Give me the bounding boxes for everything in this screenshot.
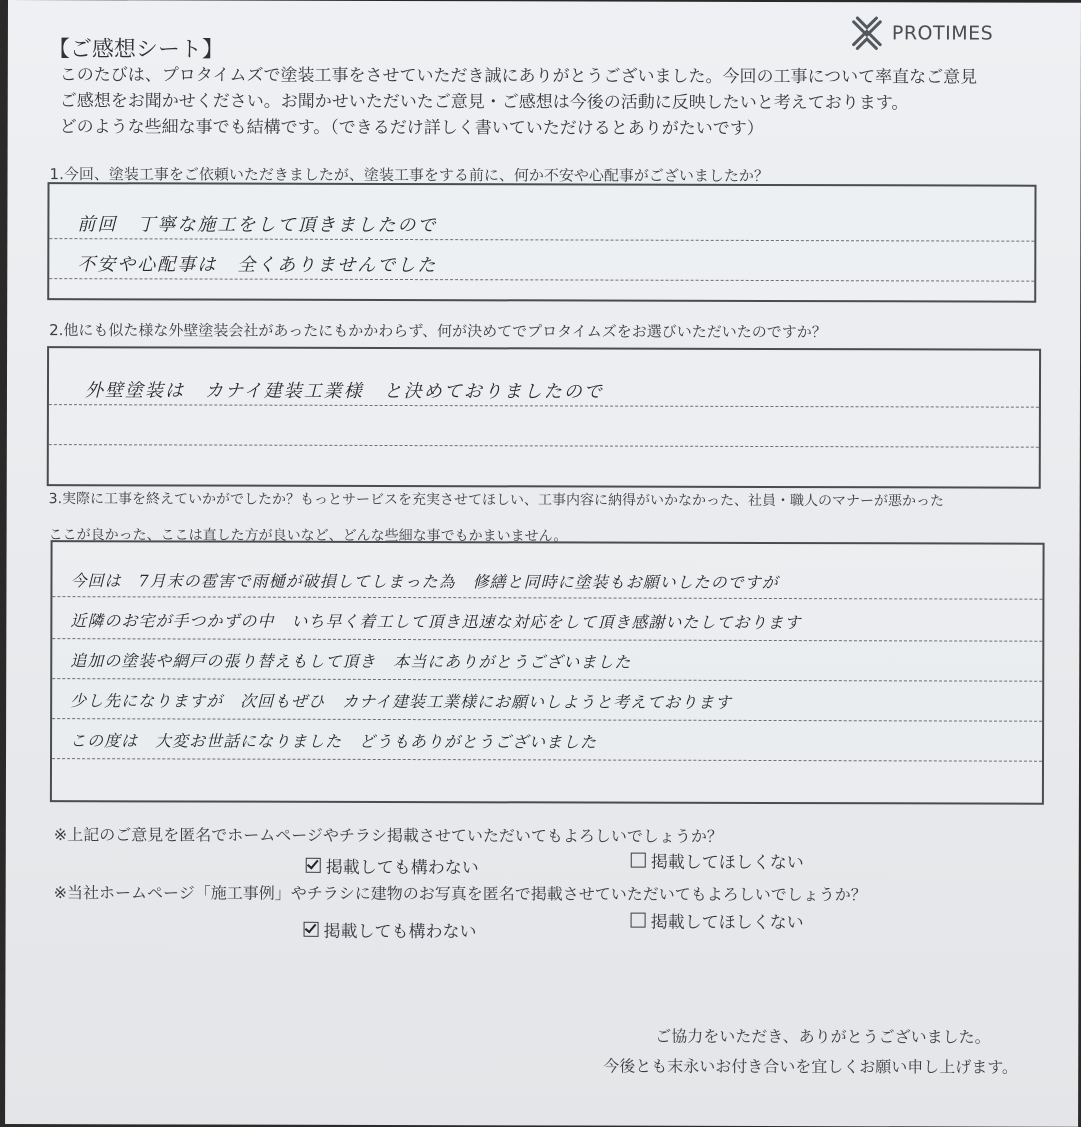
- consent-1-yes-label: 掲載しても構わない: [325, 857, 479, 879]
- consent-2-yes-label: 掲載しても構わない: [323, 921, 477, 943]
- checkbox-icon[interactable]: [631, 853, 646, 868]
- sheet-title: 【ご感想シート】: [47, 37, 224, 63]
- checkbox-icon[interactable]: [631, 913, 646, 928]
- consent-1-no-label: 掲載してほしくない: [650, 852, 804, 874]
- answer-3-line-4: 少し先になりますが 次回もぜひ カナイ建装工業様にお願いしようと考えております: [70, 691, 733, 712]
- answer-3-line-5: この度は 大変お世話になりました どうもありがとうございました: [70, 731, 598, 752]
- checkbox-icon[interactable]: [304, 922, 319, 937]
- answer-rule: [52, 638, 1042, 642]
- answer-1-line-1: 前回 丁寧な施工をして頂きましたので: [77, 214, 438, 237]
- checkbox-icon[interactable]: [306, 858, 321, 873]
- answer-rule: [52, 596, 1042, 600]
- answer-rule: [52, 758, 1042, 762]
- question-3-line-2: ここが良かった、ここは直した方が良いなど、どんな些細な事でもかまいません。: [48, 527, 568, 545]
- answer-box-3[interactable]: [50, 540, 1045, 805]
- closing-line-1: ご協力をいただき、ありがとうございました。: [655, 1026, 991, 1047]
- consent-2-question: ※当社ホームページ「施工事例」やチラシに建物のお写真を匿名で掲載させていただいてもよろしいでしょうか？: [53, 883, 867, 905]
- intro-line: どのような些細な事でも結構です。（できるだけ詳しく書いていただけるとありがたいです）: [59, 117, 764, 139]
- consent-2-yes[interactable]: [304, 917, 477, 942]
- answer-3-line-1: 今回は 7月末の雹害で雨樋が破損してしまった為 修繕と同時に塗装もお願いしたのですが: [70, 571, 779, 593]
- answer-rule: [52, 678, 1042, 682]
- answer-3-line-3: 追加の塗装や網戸の張り替えもして頂き 本当にありがとうございました: [70, 651, 632, 672]
- answer-box-2[interactable]: [47, 346, 1041, 489]
- answer-3-line-2: 近隣のお宅が手つかずの中 いち早く着工して頂き迅速な対応をして頂き感謝いたしております: [70, 611, 802, 633]
- question-2: 2.他にも似た様な外壁塗装会社があったにもかかわらず、何が決めてでプロタイムズをお選びいただいたのですか？: [49, 321, 827, 342]
- answer-rule: [52, 718, 1042, 722]
- consent-1-question: ※上記のご意見を匿名でホームページやチラシ掲載させていただいてもよろしいでしょうか？: [53, 825, 723, 846]
- intro-text: [60, 62, 978, 142]
- question-3-line-1: 3.実際に工事を終えていかがでしたか？もっとサービスを充実させてほしい、工事内容に納得がいかなかった、社員・職人のマナーが悪かった: [48, 491, 945, 510]
- intro-line: ご感想をお聞かせください。お聞かせいただいたご意見・ご感想は今後の活動に反映したいと考えております。: [59, 91, 909, 114]
- answer-1-line-2: 不安や心配事は 全くありませんでした: [77, 254, 438, 277]
- feedback-sheet: [5, 0, 1081, 1127]
- consent-1-no[interactable]: [631, 848, 804, 873]
- answer-rule: [49, 404, 1039, 408]
- closing-line-2: 今後とも末永いお付き合いを宜しくお願い申し上げます。: [603, 1056, 1018, 1077]
- question-1: 1.今回、塗装工事をご依頼いただきましたが、塗装工事をする前に、何か不安や心配事がございましたか？: [49, 165, 769, 185]
- protimes-logo-icon: [848, 14, 886, 52]
- brand-logo: [848, 14, 993, 52]
- answer-2-line-1: 外壁塗装は カナイ建装工業様 と決めておりましたので: [84, 380, 604, 403]
- consent-1-yes[interactable]: [306, 853, 479, 878]
- answer-box-1[interactable]: [47, 182, 1036, 303]
- answer-rule: [49, 444, 1039, 448]
- answer-rule: [49, 278, 1034, 282]
- intro-line: このたびは、プロタイムズで塗装工事をさせていただき誠にありがとうございました。今回の工事について率直なご意見: [59, 65, 978, 88]
- consent-2-no-label: 掲載してほしくない: [650, 912, 804, 934]
- answer-rule: [49, 238, 1034, 242]
- consent-2-no[interactable]: [631, 908, 804, 933]
- brand-name: PROTIMES: [891, 22, 994, 45]
